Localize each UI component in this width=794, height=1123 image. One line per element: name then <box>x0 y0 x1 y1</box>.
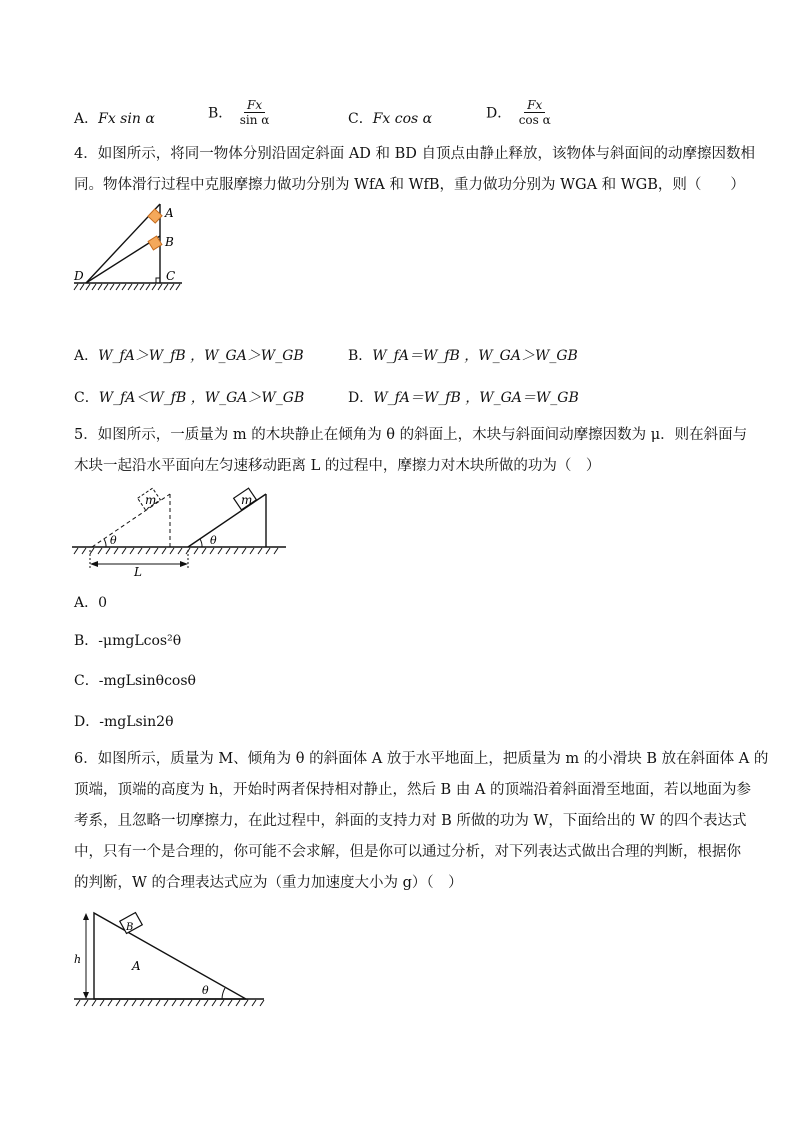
fraction <box>516 98 554 127</box>
option-label: B． <box>348 348 373 364</box>
q4-incline-figure <box>70 200 190 296</box>
q5-option-b[interactable]: B．-μmgLcos²θ <box>74 633 182 649</box>
q4-stem-line1: 4．如图所示，将同一物体分别沿固定斜面 AD 和 BD 自顶点由静止释放，该物体与斜面间的动摩擦因数相 <box>74 146 756 162</box>
label-a: A <box>132 959 141 973</box>
q5-option-d[interactable]: D．-mgLsin2θ <box>74 714 174 730</box>
q6-stem-line4: 中，只有一个是合理的，你可能不会求解，但是你可以通过分析，对下列表达式做出合理的判断，根据你 <box>74 844 741 860</box>
fraction <box>237 98 273 127</box>
option-label: D． <box>486 105 512 122</box>
option-expr: Fx cos α <box>372 111 433 127</box>
label-b: B <box>165 235 174 249</box>
option-label: A． <box>74 348 99 364</box>
q3-option-d[interactable] <box>486 98 554 127</box>
q4-option-a[interactable] <box>74 345 304 365</box>
q4-option-b[interactable] <box>348 345 578 365</box>
q4-stem-line2: 同。物体滑行过程中克服摩擦力做功分别为 WfA 和 WfB，重力做功分别为 WGA 和 WGB，则（ ） <box>74 177 745 193</box>
label-theta: θ <box>202 984 209 997</box>
label-h: h <box>74 953 82 966</box>
option-label: D． <box>348 390 374 406</box>
option-text: W_fA＝W_fB ，W_GA＝W_GB <box>373 390 579 406</box>
label-c: C <box>166 269 176 283</box>
label-d: D <box>74 269 84 283</box>
label-theta-left: θ <box>110 534 117 547</box>
q4-option-c[interactable] <box>74 387 304 407</box>
label-b: B <box>126 922 134 933</box>
q3-option-b[interactable] <box>208 98 272 127</box>
option-expr: Fx sin α <box>98 111 155 127</box>
label-theta-right: θ <box>210 534 217 547</box>
q6-stem-line3: 考系，且忽略一切摩擦力，在此过程中，斜面的支持力对 B 所做的功为 W，下面给出的 W 的四个表达式 <box>74 813 747 829</box>
q6-stem-line2: 顶端，顶端的高度为 h，开始时两者保持相对静止，然后 B 由 A 的顶端沿着斜面滑至地面，若以地面为参 <box>74 782 752 798</box>
q5-stem-line1: 5．如图所示，一质量为 m 的木块静止在倾角为 θ 的斜面上，木块与斜面间动摩擦因数为 μ．则在斜面与 <box>74 427 748 443</box>
q3-option-c[interactable] <box>348 108 432 128</box>
option-label: B． <box>208 105 233 122</box>
option-text: W_fA＝W_fB ，W_GA＞W_GB <box>372 348 578 364</box>
numerator: Fx <box>244 98 265 113</box>
q3-option-a[interactable] <box>74 108 155 128</box>
denominator: cos α <box>518 113 551 127</box>
q5-stem-line2: 木块一起沿水平面向左匀速移动距离 L 的过程中，摩擦力对木块所做的功为（ ） <box>74 458 601 474</box>
label-l: L <box>134 565 142 578</box>
q5-option-c[interactable]: C．-mgLsinθcosθ <box>74 673 196 689</box>
label-m-dashed: m <box>145 493 157 507</box>
option-label: A． <box>74 111 99 127</box>
label-m: m <box>241 493 253 507</box>
q6-stem-line5: 的判断，W 的合理表达式应为（重力加速度大小为 g）（ ） <box>74 875 463 891</box>
option-text: W_fA＜W_fB ，W_GA＞W_GB <box>98 390 305 406</box>
q4-option-d[interactable] <box>348 387 579 407</box>
denominator: sin α <box>239 113 270 127</box>
option-label: C． <box>74 390 99 406</box>
numerator: Fx <box>524 98 545 113</box>
q5-option-a[interactable]: A．0 <box>74 595 108 611</box>
q6-wedge-figure <box>70 908 270 1008</box>
option-text: W_fA＞W_fB ，W_GA＞W_GB <box>98 348 304 364</box>
q6-stem-line1: 6．如图所示，质量为 M、倾角为 θ 的斜面体 A 放于水平地面上，把质量为 m 的小滑块 B 放在斜面体 A 的 <box>74 751 769 767</box>
option-label: C． <box>348 111 373 127</box>
q5-moving-incline-figure <box>70 478 290 578</box>
label-a: A <box>165 206 174 220</box>
